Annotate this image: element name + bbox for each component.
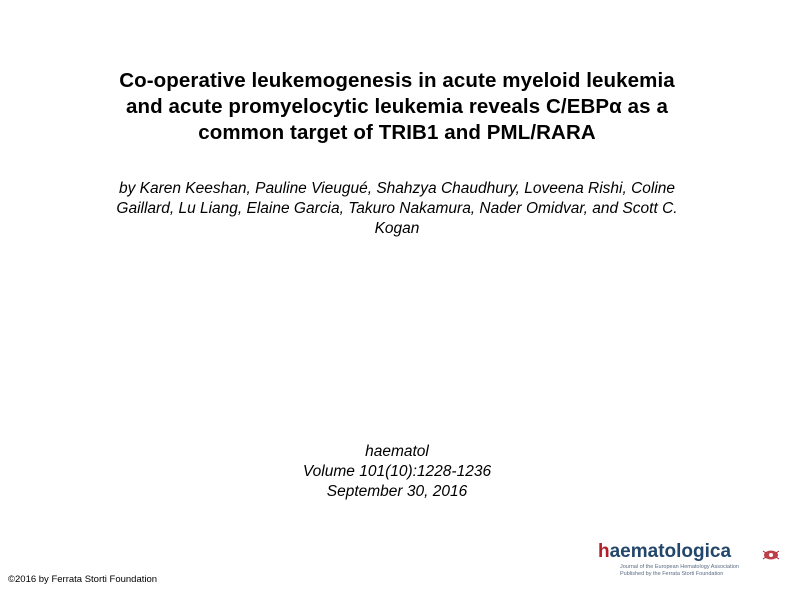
author-line: Kogan xyxy=(374,220,420,237)
journal-name: haematol xyxy=(365,443,429,460)
publication-date: September 30, 2016 xyxy=(326,483,468,500)
logo-wordmark xyxy=(598,540,731,564)
volume-pages: Volume 101(10):1228-1236 xyxy=(302,463,492,480)
title-line: common target of TRIB1 and PML/RARA xyxy=(198,121,596,144)
logo-wordmark-rest: aematologica xyxy=(609,541,732,562)
logo-cell-icon xyxy=(761,548,781,562)
author-line: Gaillard, Lu Liang, Elaine Garcia, Takuro Nakamura, Nader Omidvar, and Scott C. xyxy=(116,200,678,217)
logo-tagline xyxy=(620,564,770,577)
logo-tagline-line: Journal of the European Hematology Association xyxy=(620,564,739,570)
author-line: by Karen Keeshan, Pauline Vieugué, Shahzya Chaudhury, Loveena Rishi, Coline xyxy=(118,180,676,197)
logo-accent-letter: h xyxy=(598,541,610,562)
citation-block xyxy=(197,442,597,502)
title-line: Co-operative leukemogenesis in acute myeloid leukemia xyxy=(119,69,675,92)
copyright-notice: ©2016 by Ferrata Storti Foundation xyxy=(8,574,158,585)
article-title xyxy=(40,68,754,146)
logo-tagline-line: Published by the Ferrata Storti Foundation xyxy=(620,570,724,577)
title-line: and acute promyelocytic leukemia reveals C/EBPα as a xyxy=(126,95,668,118)
haematologica-logo xyxy=(598,540,782,580)
author-list xyxy=(40,179,754,239)
